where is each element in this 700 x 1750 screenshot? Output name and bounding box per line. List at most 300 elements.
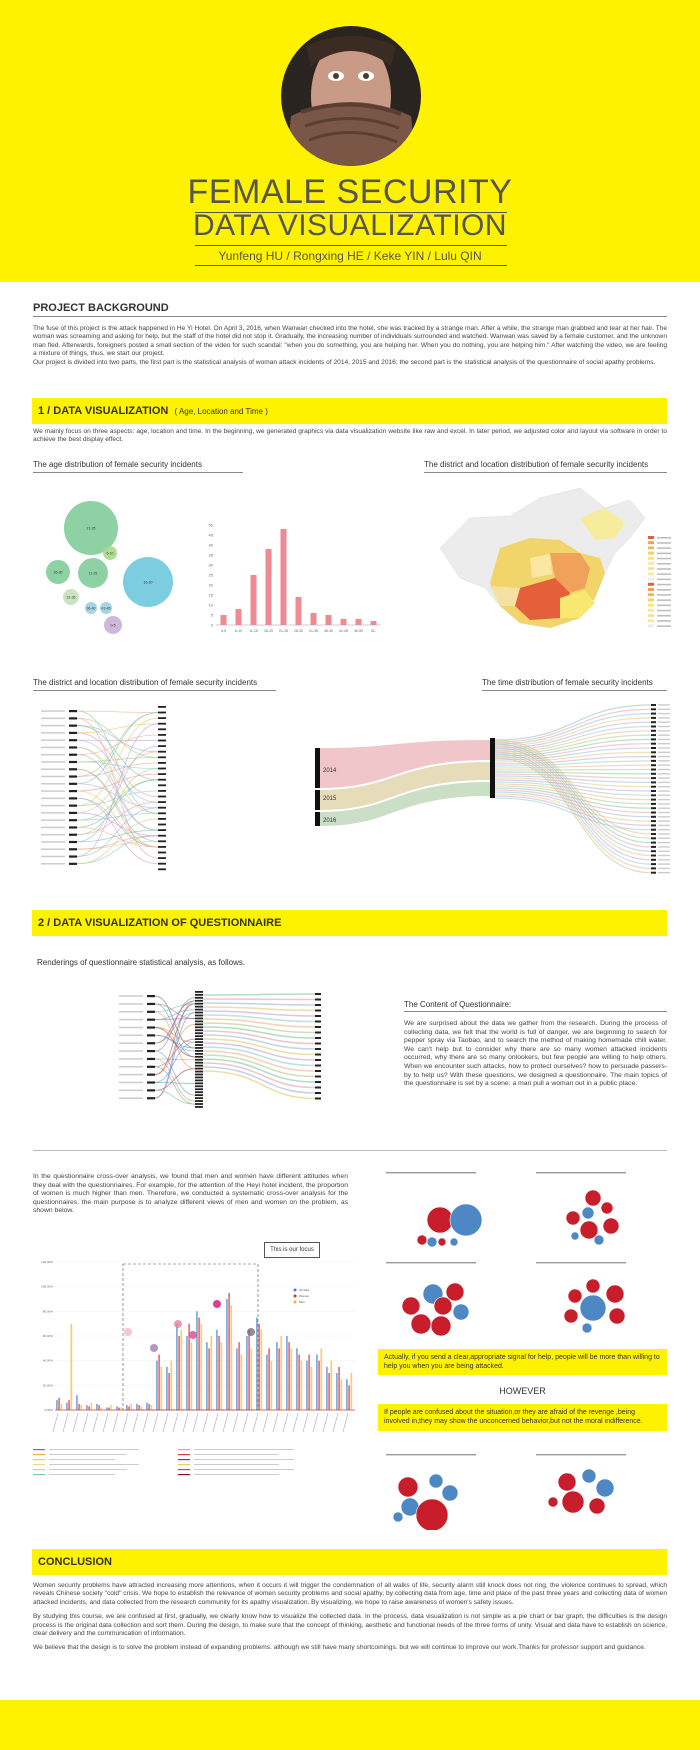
flow-node-label: [119, 1074, 143, 1076]
time-node-label: [658, 717, 670, 718]
flow-node-right: [158, 818, 166, 820]
age-y-tick: 5: [210, 612, 213, 618]
question-bubble: [596, 1479, 614, 1497]
map-legend-text-line: [657, 558, 671, 560]
cross-x-label: [143, 1413, 148, 1432]
question-bubble: [446, 1283, 464, 1301]
question-bubble: [398, 1477, 418, 1497]
flow-node-left: [147, 1011, 155, 1013]
cross-x-label: [313, 1413, 318, 1432]
legend-swatch: [33, 1449, 45, 1450]
question-bubble: [548, 1497, 558, 1507]
map-legend-text-line: [657, 599, 671, 601]
time-node: [651, 812, 656, 814]
time-node: [651, 850, 656, 852]
cross-y-tick: 40.00%: [42, 1358, 53, 1363]
renderings-caption: Renderings of questionnaire statistical analysis, as follows.: [37, 958, 246, 967]
flow-node-right: [158, 779, 166, 781]
question-bubble: [603, 1218, 619, 1234]
district-flow-label: The district and location distribution of female security incidents: [33, 678, 258, 687]
q-flow-link: [203, 1007, 315, 1011]
cross-bar: [220, 1342, 222, 1410]
map-legend-swatch: [648, 557, 654, 560]
cross-bar: [348, 1385, 350, 1410]
flow-node-right: [195, 1021, 203, 1023]
flow-link: [77, 798, 158, 847]
question-bubble: [564, 1309, 578, 1323]
time-node-label: [658, 765, 670, 766]
map-legend-text-line: [657, 615, 671, 617]
cross-x-label: [253, 1413, 258, 1432]
q-node-right: [315, 1021, 321, 1023]
cross-bar: [336, 1373, 338, 1410]
flow-node-left: [69, 863, 77, 865]
legend-text-line: [49, 1469, 127, 1470]
age-bubble-label: 41-45: [101, 606, 111, 611]
poster-header: [0, 0, 700, 282]
time-node-label: [658, 743, 670, 744]
q-node-right: [315, 993, 321, 995]
time-node: [651, 773, 656, 775]
map-legend-text-line: [657, 625, 671, 627]
time-node: [651, 760, 656, 762]
q-node-right: [315, 1081, 321, 1083]
background-heading: PROJECT BACKGROUND: [33, 302, 169, 314]
age-bar: [326, 615, 332, 625]
woman-portrait-image: [281, 26, 421, 166]
legend-swatch: [178, 1454, 190, 1455]
flow-node-label: [41, 863, 65, 865]
q-node-right: [315, 1010, 321, 1012]
question-bubble: [453, 1304, 469, 1320]
year-block: [315, 748, 320, 788]
question-bubble: [442, 1485, 458, 1501]
question-bubble: [417, 1235, 427, 1245]
time-node: [651, 751, 656, 753]
flow-node-label: [41, 732, 65, 734]
time-node-label: [658, 726, 670, 727]
time-node-label: [658, 863, 670, 864]
map-legend-text-line: [657, 605, 671, 607]
focus-marker: [247, 1328, 255, 1336]
q-flow-link: [203, 1003, 315, 1005]
age-y-tick: 0: [210, 622, 213, 628]
cross-bar: [140, 1406, 142, 1410]
flow-node-left: [69, 761, 77, 763]
section2-divider: [33, 1150, 667, 1151]
q-node-right: [315, 1070, 321, 1072]
cross-bar: [308, 1355, 310, 1411]
time-node-label: [658, 799, 670, 800]
flow-node-right: [195, 1094, 203, 1096]
time-node: [651, 820, 656, 822]
age-x-tick: 51-: [370, 629, 377, 633]
flow-node-right: [195, 1041, 203, 1043]
flow-link: [155, 1082, 195, 1083]
time-node: [651, 863, 656, 865]
help-signal-note: Actually, if you send a clear,appropriate signal for help, people will be more than willing to help you when you are being attacked.: [378, 1349, 667, 1375]
time-node-label: [658, 734, 670, 735]
cross-bar: [120, 1408, 122, 1410]
cross-x-label: [283, 1413, 288, 1432]
time-node-label: [658, 773, 670, 774]
cross-bar: [328, 1373, 330, 1410]
flow-node-right: [158, 768, 166, 770]
q-node-right: [315, 1043, 321, 1045]
section2-band: [32, 910, 667, 936]
cross-bar: [178, 1336, 180, 1410]
flow-node-label: [41, 827, 65, 829]
flow-node-right: [195, 1009, 203, 1011]
age-bubble-label: 16-20: [143, 580, 153, 585]
flow-node-right: [158, 717, 166, 719]
age-x-tick: 21-25: [279, 629, 288, 633]
time-node-label: [658, 704, 670, 705]
cross-bar: [238, 1342, 240, 1410]
map-legend-swatch: [648, 583, 654, 586]
time-node-label: [658, 747, 670, 748]
cross-bar: [236, 1348, 238, 1410]
flow-node-right: [158, 712, 166, 714]
conclusion-paragraph-3: We believe that the design is to solve the problem instead of expanding problems. although we still have many shortcomings. but we will continue to improve our work.Thanks for professor support and guidance.: [33, 1644, 646, 1652]
flow-node-right: [158, 745, 166, 747]
cross-bar: [126, 1405, 128, 1410]
time-node-label: [658, 833, 670, 834]
age-x-tick: 41-45: [339, 629, 348, 633]
flow-node-right: [158, 824, 166, 826]
flow-node-right: [195, 1032, 203, 1034]
cross-bar: [166, 1367, 168, 1410]
flow-node-right: [195, 1056, 203, 1058]
flow-link: [77, 813, 158, 820]
time-node-label: [658, 790, 670, 791]
cross-legend-label: Men: [299, 1300, 305, 1305]
map-legend-text-line: [657, 620, 671, 622]
background-paragraph-2: Our project is divided into two parts, the first part is the statistical analysis of woman attack incidents of 2014, 2015 and 2016; the second part is the statistical analysis of the questionnaire of social apathy problems.: [33, 358, 656, 366]
cross-x-label: [323, 1413, 328, 1432]
questionnaire-bubble-row: [378, 1450, 678, 1530]
time-node: [651, 756, 656, 758]
flow-node-left: [69, 725, 77, 727]
cross-x-label: [163, 1413, 168, 1432]
map-legend-text-line: [657, 542, 671, 544]
flow-node-right: [195, 1050, 203, 1052]
flow-node-left: [147, 1026, 155, 1028]
map-legend-swatch: [648, 562, 654, 565]
cross-bar: [136, 1404, 138, 1410]
poster-title-line1: FEMALE SECURITY: [187, 173, 513, 211]
time-node-label: [658, 868, 670, 869]
q-node-right: [315, 1059, 321, 1061]
authors-line: Yunfeng HU / Rongxing HE / Keke YIN / Lulu QIN: [218, 249, 482, 263]
flow-node-left: [69, 812, 77, 814]
flow-node-right: [158, 728, 166, 730]
map-legend-text-line: [657, 579, 671, 581]
cross-x-label: [63, 1413, 68, 1432]
time-node: [651, 799, 656, 801]
map-legend-swatch: [648, 624, 654, 627]
flow-node-right: [195, 1065, 203, 1067]
cross-x-label: [103, 1413, 108, 1432]
flow-node-label: [41, 718, 65, 720]
time-node-label: [658, 846, 670, 847]
cross-bar: [320, 1348, 322, 1410]
question-title-line: [386, 1172, 476, 1173]
age-bar: [341, 619, 347, 625]
flow-node-right: [158, 835, 166, 837]
cross-bar: [268, 1348, 270, 1410]
flow-node-right: [195, 1015, 203, 1017]
poster-title-line2: DATA VISUALIZATION: [192, 209, 508, 242]
legend-text-line: [49, 1474, 115, 1475]
flow-node-label: [119, 1042, 143, 1044]
flow-link: [77, 735, 158, 755]
flow-node-left: [69, 710, 77, 712]
question-bubble: [586, 1279, 600, 1293]
age-bar: [296, 597, 302, 625]
flow-node-label: [41, 783, 65, 785]
flow-node-right: [158, 773, 166, 775]
cross-bar: [250, 1348, 252, 1410]
cross-bar: [78, 1404, 80, 1410]
time-node: [651, 790, 656, 792]
age-x-tick: 31-35: [309, 629, 318, 633]
cross-x-label: [73, 1413, 78, 1432]
time-node-label: [658, 851, 670, 852]
title-divider: [195, 245, 507, 246]
time-node-label: [658, 808, 670, 809]
cross-bar: [56, 1400, 58, 1410]
cross-bar: [258, 1324, 260, 1410]
cross-y-tick: 60.00%: [42, 1334, 53, 1338]
flow-node-right: [195, 1103, 203, 1105]
flow-node-right: [195, 1085, 203, 1087]
cross-bar: [176, 1324, 178, 1410]
cross-x-label: [333, 1413, 338, 1432]
time-node: [651, 786, 656, 788]
time-node-label: [658, 803, 670, 804]
cross-x-label: [203, 1413, 208, 1432]
question-title-line: [536, 1262, 626, 1263]
section1-intro: We mainly focus on three aspects: age, location and time. In the beginning, we generated graphics via data visualization website like raw and excel. In later period, we adjusted color and layout via software in order to achieve the best display effect.: [33, 428, 667, 444]
cross-bar: [200, 1324, 202, 1410]
age-bar: [311, 613, 317, 625]
legend-text-line: [194, 1449, 294, 1450]
focus-marker: [213, 1300, 221, 1308]
question-bubble: [609, 1308, 625, 1324]
flow-node-right: [195, 1044, 203, 1046]
flow-node-left: [69, 790, 77, 792]
cross-bar: [100, 1408, 102, 1410]
flow-node-label: [41, 848, 65, 850]
cross-legend-label: All data: [299, 1288, 310, 1293]
time-node: [651, 747, 656, 749]
conclusion-text: [33, 1582, 667, 1653]
flow-node-label: [41, 768, 65, 770]
question-bubble: [606, 1285, 624, 1303]
age-bar: [251, 575, 257, 625]
map-legend-text-line: [657, 573, 671, 575]
flow-node-label: [41, 812, 65, 814]
flow-node-label: [119, 1003, 143, 1005]
map-legend-text-line: [657, 589, 671, 591]
flow-node-label: [41, 710, 65, 712]
flow-node-right: [195, 1080, 203, 1082]
flow-node-left: [147, 1074, 155, 1076]
age-bubble-label: 36-40: [86, 606, 96, 611]
cross-legend-label: Women: [299, 1294, 310, 1299]
legend-text-line: [49, 1449, 139, 1450]
age-y-tick: 35: [208, 552, 213, 558]
flow-node-left: [69, 768, 77, 770]
time-node-label: [658, 855, 670, 856]
question-bubble: [562, 1491, 584, 1513]
cross-bar: [276, 1342, 278, 1410]
questionnaire-content-title: The Content of Questionnaire:: [404, 1000, 512, 1009]
question-bubble: [393, 1512, 403, 1522]
map-legend-swatch: [648, 593, 654, 596]
hub-block: [490, 738, 495, 798]
cross-bar: [310, 1367, 312, 1410]
cross-x-label: [53, 1413, 58, 1432]
flow-node-right: [195, 1062, 203, 1064]
flow-node-label: [41, 798, 65, 800]
age-bar: [371, 621, 377, 625]
question-bubble: [589, 1498, 605, 1514]
background-paragraph-1: The fuse of this project is the attack happened in He Yi Hotel. On April 3, 2016, when Wanwan checked into the hotel, she was tracked by a strange man. After a while, the strange man grabbed and tear at her hair. The woman was screaming and asking for help, but the staff of the hotel did not stop it. Gradually, the increasing number of individuals surrounded and watched. Wanwan was saved by a female customer, and the unknown man fled. Afterwards, foreigners posted a small section of the video for such scandal: "when you do something, you are helping her. When you do nothing, you are helping him." After watching the video, we are feeling a mixture of things, thus, we start our project.: [33, 325, 667, 358]
cross-bar: [210, 1336, 212, 1410]
however-label: HOWEVER: [499, 1386, 546, 1396]
cross-bar: [290, 1348, 292, 1410]
time-node-label: [658, 760, 670, 761]
flow-node-left: [147, 1081, 155, 1083]
legend-text-line: [194, 1474, 279, 1475]
q-node-right: [315, 1092, 321, 1094]
conclusion-paragraph-1: Women security problems have attracted increasing more attentions, when it occurs it will trigger the condemnation of all walks of life, security alarm still knock does not ring, the violence continues to spread, which reveals Chinese society "cold" crisis. We hope to establish the relevance of women security problems and social apathy, by collecting data from age, time and place of the past three years and collecting data of women attacked incidents, and data collected from the research community for its apathy visualization. By visualizing, we hope to raise awareness of women's safety issues.: [33, 1582, 667, 1606]
flow-node-label: [41, 819, 65, 821]
question-bubble: [427, 1237, 437, 1247]
cross-bar: [230, 1305, 232, 1410]
time-node-label: [658, 709, 670, 710]
time-node-label: [658, 829, 670, 830]
age-bar-chart: [198, 510, 388, 650]
flow-node-right: [195, 1082, 203, 1084]
cross-y-tick: 80.00%: [42, 1309, 53, 1314]
background-text: [33, 325, 667, 367]
question-title-line: [386, 1262, 476, 1263]
flow-node-left: [69, 732, 77, 734]
confusion-note: If people are confused about the situation,or they are afraid of the revenge ,being involved in,they may show the unconcerned behavior,but not the moral indifference.: [378, 1404, 667, 1431]
cross-bar: [330, 1361, 332, 1410]
cross-y-tick: 120.00%: [41, 1260, 53, 1264]
map-legend-text-line: [657, 584, 671, 586]
time-flow-link: [495, 770, 651, 771]
legend-text-line: [49, 1459, 115, 1460]
q-node-right: [315, 1004, 321, 1006]
map-legend-swatch: [648, 619, 654, 622]
q-node-right: [315, 1054, 321, 1056]
question-bubble: [431, 1316, 451, 1336]
cross-bar: [208, 1348, 210, 1410]
question-bubble: [416, 1499, 448, 1530]
cross-bar: [196, 1311, 198, 1410]
flow-node-label: [119, 995, 143, 997]
flow-node-right: [158, 756, 166, 758]
cross-bar: [160, 1367, 162, 1410]
cross-bar: [190, 1342, 192, 1410]
time-node: [651, 833, 656, 835]
flow-node-label: [119, 1019, 143, 1021]
q-node-right: [315, 1037, 321, 1039]
cross-bar: [216, 1330, 218, 1410]
cross-bar: [96, 1404, 98, 1410]
cross-bar: [80, 1405, 82, 1410]
flow-link: [155, 1004, 195, 1012]
flow-node-right: [195, 1000, 203, 1002]
district-flow-rule: [33, 690, 276, 691]
cross-bar: [106, 1408, 108, 1410]
cross-bar: [350, 1373, 352, 1410]
cross-x-label: [273, 1413, 278, 1432]
flow-node-left: [69, 841, 77, 843]
time-node: [651, 837, 656, 839]
cross-bar: [70, 1324, 72, 1410]
crossover-analysis-text: In the questionnaire cross-over analysis, we found that men and women have different attitudes when they deal with the questionnaires. For example, for the attention of the Heyi hotel incident, the proportion of women is much higher than men. Therefore, we conducted a systematic cross-over analysis for the questionnaires. the main purpose is to analyze different views of men and women on the problem, as shown below.: [33, 1173, 348, 1215]
age-x-tick: 36-40: [324, 629, 333, 633]
flow-node-right: [158, 740, 166, 742]
question-bubble: [582, 1323, 592, 1333]
time-node-label: [658, 795, 670, 796]
time-node: [651, 726, 656, 728]
cross-x-label: [213, 1413, 218, 1432]
age-y-tick: 50: [208, 522, 213, 528]
time-node: [651, 829, 656, 831]
question-bubble: [450, 1204, 482, 1236]
question-bubble: [438, 1238, 446, 1246]
flow-node-left: [69, 805, 77, 807]
q-node-right: [315, 1098, 321, 1100]
question-bubble: [434, 1297, 452, 1315]
cross-legend-dot: [294, 1289, 297, 1292]
time-node-label: [658, 872, 670, 873]
question-title-line: [536, 1172, 626, 1173]
time-node: [651, 713, 656, 715]
flow-node-label: [119, 1050, 143, 1052]
questionnaire-content-text: We are surprised about the data we gather from the research. During the process of collecting data, we felt that the world is full of danger, we are beginning to search for pepper spray via Taobao, and to search the method of making homemade chili water. We can't help but to consider why there are so many women attacked incidents occurred, why there are so many onlookers, but few people are willing to help others. When we encounter such attacks, how to protect ourselves? how to persuade passers-by to help us? With these questions, we designed a questionnaire. The main topics of the questionnaire is set by a scene: a man pull a woman out in a public place.: [404, 1020, 667, 1088]
cross-x-label: [183, 1413, 188, 1432]
flow-node-right: [195, 1088, 203, 1090]
cross-bar: [158, 1355, 160, 1411]
question-bubble: [582, 1469, 596, 1483]
legend-text-line: [194, 1459, 294, 1460]
cross-bar: [256, 1318, 258, 1411]
cross-bar: [130, 1404, 132, 1410]
focus-marker: [174, 1320, 182, 1328]
cross-bar: [60, 1404, 62, 1410]
age-bar: [221, 615, 227, 625]
cross-bar: [146, 1403, 148, 1410]
map-legend-swatch: [648, 598, 654, 601]
time-node: [651, 769, 656, 771]
flow-node-left: [147, 1042, 155, 1044]
flow-node-label: [119, 1035, 143, 1037]
time-alluvial-diagram: [315, 700, 675, 880]
legend-text-line: [49, 1454, 127, 1455]
cross-bar: [180, 1330, 182, 1410]
flow-node-right: [195, 1077, 203, 1079]
cross-x-label: [153, 1413, 158, 1432]
flow-node-right: [195, 1068, 203, 1070]
